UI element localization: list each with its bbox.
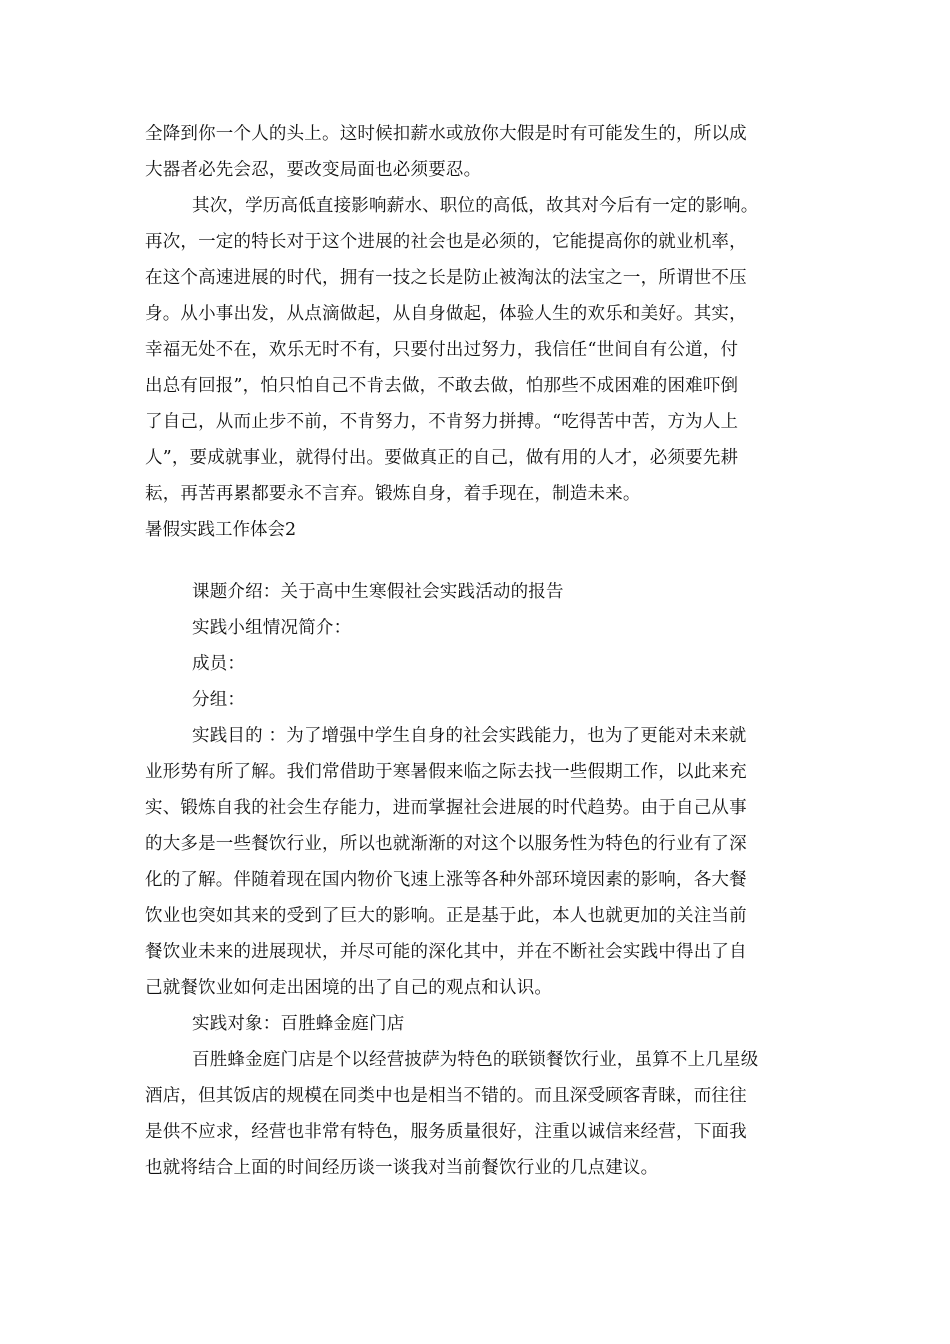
paragraph-line: 在这个高速进展的时代，拥有一技之长是防止被淘汰的法宝之一，所谓世不压	[145, 268, 747, 288]
paragraph-line: 耘，再苦再累都要永不言弃。锻炼自身，着手现在，制造未来。	[145, 484, 641, 504]
document-body	[145, 116, 807, 1186]
store-line: 是供不应求，经营也非常有特色，服务质量很好，注重以诚信来经营，下面我	[145, 1122, 747, 1142]
paragraph-line: 出总有回报”，怕只怕自己不肯去做，不敢去做，怕那些不成困难的困难吓倒	[145, 376, 739, 396]
topic-line: 课题介绍：关于高中生寒假社会实践活动的报告	[192, 582, 564, 602]
purpose-line: 己就餐饮业如何走出困境的出了自己的观点和认识。	[145, 978, 553, 998]
members-line: 成员：	[192, 654, 246, 674]
purpose-line: 饮业也突如其来的受到了巨大的影响。正是基于此，本人也就更加的关注当前	[145, 906, 747, 926]
purpose-line: 实、锻炼自我的社会生存能力，进而掌握社会进展的时代趋势。由于自己从事	[145, 798, 747, 818]
paragraph-line: 大器者必先会忍，要改变局面也必须要忍。	[145, 160, 482, 180]
purpose-line: 实践目的 ：为了增强中学生自身的社会实践能力，也为了更能对未来就	[192, 726, 747, 746]
paragraph-line: 幸福无处不在，欢乐无时不有，只要付出过努力，我信任“世间自有公道，付	[145, 340, 739, 360]
purpose-line: 化的了解。伴随着现在国内物价飞速上涨等各种外部环境因素的影响，各大餐	[145, 870, 747, 890]
purpose-line: 的大多是一些餐饮行业，所以也就渐渐的对这个以服务性为特色的行业有了深	[145, 834, 747, 854]
store-line: 酒店，但其饭店的规模在同类中也是相当不错的。而且深受顾客青睐，而往往	[145, 1086, 747, 1106]
purpose-line: 业形势有所了解。我们常借助于寒暑假来临之际去找一些假期工作，以此来充	[145, 762, 747, 782]
paragraph-line: 身。从小事出发，从点滴做起，从自身做起，体验人生的欢乐和美好。其实，	[145, 304, 747, 324]
object-line: 实践对象：百胜蜂金庭门店	[192, 1014, 405, 1034]
paragraph-line: 人”，要成就事业，就得付出。要做真正的自己，做有用的人才，必须要先耕	[145, 448, 739, 468]
paragraph-line: 全降到你一个人的头上。这时候扣薪水或放你大假是时有可能发生的，所以成	[145, 124, 747, 144]
grouping-line: 分组：	[192, 690, 246, 710]
paragraph-line: 了自己，从而止步不前，不肯努力，不肯努力拼搏。“吃得苦中苦，方为人上	[145, 412, 739, 432]
store-line: 百胜蜂金庭门店是个以经营披萨为特色的联锁餐饮行业，虽算不上几星级	[192, 1050, 759, 1070]
paragraph-line: 其次，学历高低直接影响薪水、职位的高低，故其对今后有一定的影响。	[192, 196, 759, 216]
purpose-line: 餐饮业未来的进展现状，并尽可能的深化其中，并在不断社会实践中得出了自	[145, 942, 747, 962]
paragraph-line: 再次，一定的特长对于这个进展的社会也是必须的，它能提高你的就业机率，	[145, 232, 747, 252]
blank-line	[145, 548, 807, 574]
group-intro-line: 实践小组情况简介：	[192, 618, 352, 638]
section-title: 暑假实践工作体会2	[145, 520, 297, 540]
store-line: 也就将结合上面的时间经历谈一谈我对当前餐饮行业的几点建议。	[145, 1158, 659, 1178]
